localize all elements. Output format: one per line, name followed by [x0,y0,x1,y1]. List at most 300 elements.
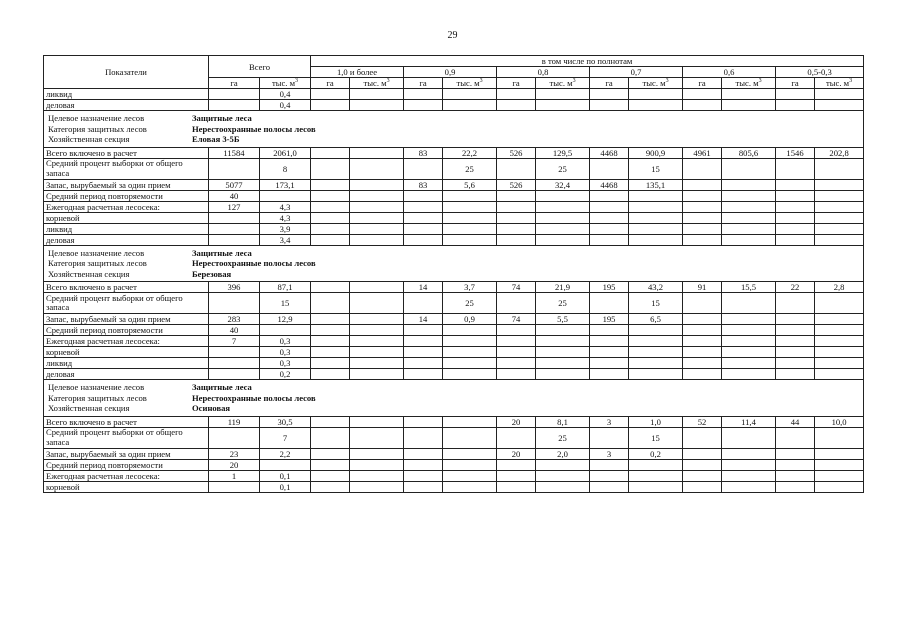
value-cell [590,459,629,470]
value-cell: 83 [404,179,443,190]
value-cell [404,223,443,234]
value-cell [350,481,404,492]
value-cell [629,459,683,470]
value-cell [497,427,536,448]
value-cell [776,223,815,234]
value-cell: 805,6 [722,147,776,158]
value-cell [536,358,590,369]
value-cell [722,89,776,100]
value-cell [590,427,629,448]
value-cell [209,293,260,314]
value-cell [497,158,536,179]
section-key: Целевое назначение лесов [48,113,145,123]
value-cell [311,282,350,293]
value-cell [350,234,404,245]
value-cell [350,212,404,223]
value-cell [815,336,864,347]
value-cell [311,100,350,111]
value-cell [497,336,536,347]
value-cell [497,369,536,380]
value-cell [590,336,629,347]
table-row [44,282,864,293]
value-cell: 30,5 [260,416,311,427]
section-line [48,382,859,393]
table-row [44,100,864,111]
value-cell [683,201,722,212]
row-label: Средний процент выборки от общего запаса [44,293,209,314]
value-cell: 4,3 [260,212,311,223]
value-cell [776,427,815,448]
table-row [44,147,864,158]
value-cell: 25 [443,158,497,179]
value-cell: 0,3 [260,336,311,347]
value-cell [209,212,260,223]
value-cell [815,470,864,481]
value-cell [443,459,497,470]
value-cell [443,100,497,111]
row-label: Всего включено в расчет [44,416,209,427]
value-cell: 22,2 [443,147,497,158]
table-row [44,89,864,100]
value-cell [536,369,590,380]
section-line [48,269,859,280]
value-cell [536,190,590,201]
table-body [44,89,864,493]
unit-volume-superscript: 3 [295,78,299,84]
value-cell [350,201,404,212]
value-cell [404,369,443,380]
value-cell: 14 [404,314,443,325]
unit-volume-text: тыс. м [456,78,480,88]
value-cell: 526 [497,147,536,158]
table-row [44,459,864,470]
value-cell [311,336,350,347]
table-row [44,314,864,325]
value-cell [776,347,815,358]
value-cell [629,325,683,336]
unit-ha-header: га [497,78,536,89]
row-label: корневой [44,212,209,223]
unit-volume-superscript: 3 [479,78,483,84]
table-row [44,481,864,492]
value-cell [443,427,497,448]
table-row [44,234,864,245]
value-cell [722,325,776,336]
unit-volume-superscript: 3 [572,78,576,84]
value-cell: 0,1 [260,470,311,481]
value-cell: 91 [683,282,722,293]
value-cell [404,89,443,100]
value-cell: 4468 [590,179,629,190]
value-cell [311,358,350,369]
section-header-row [44,380,864,417]
value-cell [722,427,776,448]
unit-volume-text: тыс. м [826,78,850,88]
unit-ha-header: га [776,78,815,89]
value-cell: 15 [260,293,311,314]
section-value: Защитные леса [192,382,252,392]
section-value: Нерестоохранные полосы лесов [192,258,316,268]
unit-volume-header [722,78,776,89]
value-cell [209,89,260,100]
value-cell [776,358,815,369]
value-cell [629,223,683,234]
value-cell [311,314,350,325]
value-cell: 40 [209,325,260,336]
unit-volume-header [350,78,404,89]
value-cell [209,347,260,358]
value-cell: 127 [209,201,260,212]
row-label: Запас, вырубаемый за один прием [44,448,209,459]
value-cell [443,325,497,336]
value-cell: 2,8 [815,282,864,293]
density-group-header: 0,8 [497,67,590,78]
value-cell [536,234,590,245]
density-group-header: 0,7 [590,67,683,78]
unit-ha-header: га [311,78,350,89]
value-cell [776,325,815,336]
value-cell [260,459,311,470]
value-cell [683,325,722,336]
unit-volume-header [260,78,311,89]
value-cell [311,234,350,245]
value-cell [209,223,260,234]
section-line [48,124,859,135]
value-cell [683,212,722,223]
value-cell: 4,3 [260,201,311,212]
value-cell [536,89,590,100]
table-row [44,223,864,234]
value-cell [404,336,443,347]
row-label: ликвид [44,89,209,100]
value-cell [404,470,443,481]
value-cell: 7 [209,336,260,347]
value-cell: 10,0 [815,416,864,427]
value-cell [404,234,443,245]
row-label: Запас, вырубаемый за один прием [44,179,209,190]
value-cell [404,358,443,369]
row-label: ликвид [44,358,209,369]
density-group-header: 0,9 [404,67,497,78]
value-cell [311,427,350,448]
row-label: Всего включено в расчет [44,147,209,158]
value-cell [497,325,536,336]
table-row [44,293,864,314]
row-label: деловая [44,100,209,111]
row-label: Средний процент выборки от общего запаса [44,427,209,448]
value-cell: 7 [260,427,311,448]
by-density-header: в том числе по полнотам [311,56,864,67]
table-row [44,190,864,201]
value-cell: 3,7 [443,282,497,293]
value-cell [815,223,864,234]
value-cell [629,481,683,492]
value-cell [722,481,776,492]
section-line [48,403,859,414]
value-cell [776,481,815,492]
value-cell [629,336,683,347]
value-cell [722,201,776,212]
value-cell [776,201,815,212]
value-cell [260,190,311,201]
value-cell [404,481,443,492]
value-cell [311,179,350,190]
table-row [44,325,864,336]
value-cell [815,347,864,358]
value-cell [497,470,536,481]
value-cell [590,223,629,234]
value-cell: 15,5 [722,282,776,293]
unit-ha-header: га [209,78,260,89]
section-value: Еловая 3-5Б [192,134,240,144]
value-cell: 2,0 [536,448,590,459]
value-cell: 4961 [683,147,722,158]
value-cell [497,234,536,245]
value-cell [629,201,683,212]
value-cell [536,481,590,492]
value-cell [776,470,815,481]
value-cell [209,427,260,448]
value-cell [350,223,404,234]
row-label: деловая [44,234,209,245]
value-cell [350,293,404,314]
value-cell [443,369,497,380]
value-cell [590,347,629,358]
table-row [44,358,864,369]
section-header-cell [44,380,864,417]
value-cell [350,448,404,459]
value-cell: 25 [536,293,590,314]
value-cell [776,190,815,201]
value-cell [404,416,443,427]
value-cell: 87,1 [260,282,311,293]
value-cell [683,369,722,380]
value-cell [209,158,260,179]
section-key: Хозяйственная секция [48,268,130,279]
value-cell [311,223,350,234]
value-cell [683,448,722,459]
section-value: Березовая [192,268,232,279]
section-key: Хозяйственная секция [48,134,130,144]
value-cell [722,314,776,325]
value-cell [722,470,776,481]
value-cell [590,190,629,201]
value-cell [815,448,864,459]
value-cell: 0,2 [629,448,683,459]
total-header: Всего [209,56,311,78]
value-cell [443,358,497,369]
density-group-header: 0,5-0,3 [776,67,864,78]
row-label: Ежегодная расчетная лесосека: [44,470,209,481]
value-cell [311,158,350,179]
value-cell [776,369,815,380]
value-cell [815,100,864,111]
value-cell [815,325,864,336]
value-cell [311,190,350,201]
value-cell [629,212,683,223]
value-cell [311,325,350,336]
value-cell [311,448,350,459]
value-cell: 0,3 [260,347,311,358]
value-cell [629,358,683,369]
value-cell: 526 [497,179,536,190]
value-cell [683,190,722,201]
unit-volume-text: тыс. м [642,78,666,88]
value-cell [815,212,864,223]
unit-volume-header [536,78,590,89]
value-cell: 3 [590,416,629,427]
value-cell: 15 [629,158,683,179]
value-cell [536,336,590,347]
unit-ha-header: га [590,78,629,89]
unit-volume-superscript: 3 [665,78,669,84]
unit-volume-text: тыс. м [735,78,759,88]
value-cell: 43,2 [629,282,683,293]
value-cell: 3,4 [260,234,311,245]
value-cell [722,234,776,245]
value-cell [209,369,260,380]
value-cell [497,190,536,201]
section-key: Целевое назначение лесов [48,247,145,258]
value-cell: 14 [404,282,443,293]
value-cell [722,336,776,347]
table-row [44,427,864,448]
value-cell [311,481,350,492]
value-cell [776,314,815,325]
value-cell: 40 [209,190,260,201]
value-cell [404,100,443,111]
value-cell [350,416,404,427]
value-cell: 2,2 [260,448,311,459]
unit-volume-header [443,78,497,89]
value-cell: 22 [776,282,815,293]
value-cell: 6,5 [629,314,683,325]
value-cell [497,201,536,212]
value-cell: 2061,0 [260,147,311,158]
value-cell [722,223,776,234]
value-cell [776,100,815,111]
value-cell: 32,4 [536,179,590,190]
value-cell [590,234,629,245]
value-cell: 20 [497,448,536,459]
value-cell: 5,5 [536,314,590,325]
value-cell: 1546 [776,147,815,158]
value-cell: 0,3 [260,358,311,369]
section-header-row [44,245,864,282]
value-cell [350,158,404,179]
value-cell [536,325,590,336]
unit-volume-text: тыс. м [549,78,573,88]
value-cell [497,347,536,358]
value-cell: 11,4 [722,416,776,427]
section-line [48,393,859,404]
row-label: Средний процент выборки от общего запаса [44,158,209,179]
row-label: ликвид [44,223,209,234]
value-cell [311,293,350,314]
value-cell [497,459,536,470]
value-cell [683,470,722,481]
value-cell [776,89,815,100]
value-cell [629,347,683,358]
table-row [44,416,864,427]
row-label: Средний период повторяемости [44,190,209,201]
value-cell [443,89,497,100]
value-cell [404,448,443,459]
value-cell [404,325,443,336]
value-cell [722,158,776,179]
value-cell [776,293,815,314]
value-cell: 195 [590,314,629,325]
value-cell [350,369,404,380]
unit-volume-text: тыс. м [363,78,387,88]
value-cell: 5077 [209,179,260,190]
value-cell [590,470,629,481]
value-cell [815,427,864,448]
value-cell [209,358,260,369]
value-cell [443,190,497,201]
value-cell [776,212,815,223]
section-key: Хозяйственная секция [48,403,130,413]
value-cell [350,459,404,470]
section-key: Категория защитных лесов [48,258,147,268]
value-cell [350,358,404,369]
value-cell [590,89,629,100]
value-cell [404,293,443,314]
section-line [48,113,859,124]
value-cell [590,201,629,212]
section-key: Категория защитных лесов [48,123,147,134]
value-cell [311,89,350,100]
row-label: Всего включено в расчет [44,282,209,293]
value-cell: 23 [209,448,260,459]
row-label: Ежегодная расчетная лесосека: [44,201,209,212]
unit-ha-header: га [683,78,722,89]
value-cell [722,179,776,190]
value-cell: 3,9 [260,223,311,234]
value-cell [683,158,722,179]
table-row [44,212,864,223]
table-row [44,347,864,358]
value-cell [311,347,350,358]
section-value: Защитные леса [192,113,252,123]
value-cell [350,179,404,190]
value-cell [590,325,629,336]
section-value: Защитные леса [192,247,252,258]
value-cell [350,89,404,100]
value-cell [443,481,497,492]
value-cell [815,234,864,245]
value-cell [590,158,629,179]
value-cell [404,190,443,201]
value-cell [776,234,815,245]
section-line [48,248,859,259]
value-cell [629,190,683,201]
value-cell: 74 [497,282,536,293]
section-value: Осиновая [192,403,231,413]
value-cell [815,358,864,369]
value-cell [815,89,864,100]
value-cell [443,212,497,223]
value-cell: 74 [497,314,536,325]
value-cell: 900,9 [629,147,683,158]
value-cell [497,223,536,234]
value-cell [815,459,864,470]
value-cell [350,282,404,293]
value-cell [209,481,260,492]
row-label: Средний период повторяемости [44,459,209,470]
value-cell [311,416,350,427]
value-cell [311,459,350,470]
